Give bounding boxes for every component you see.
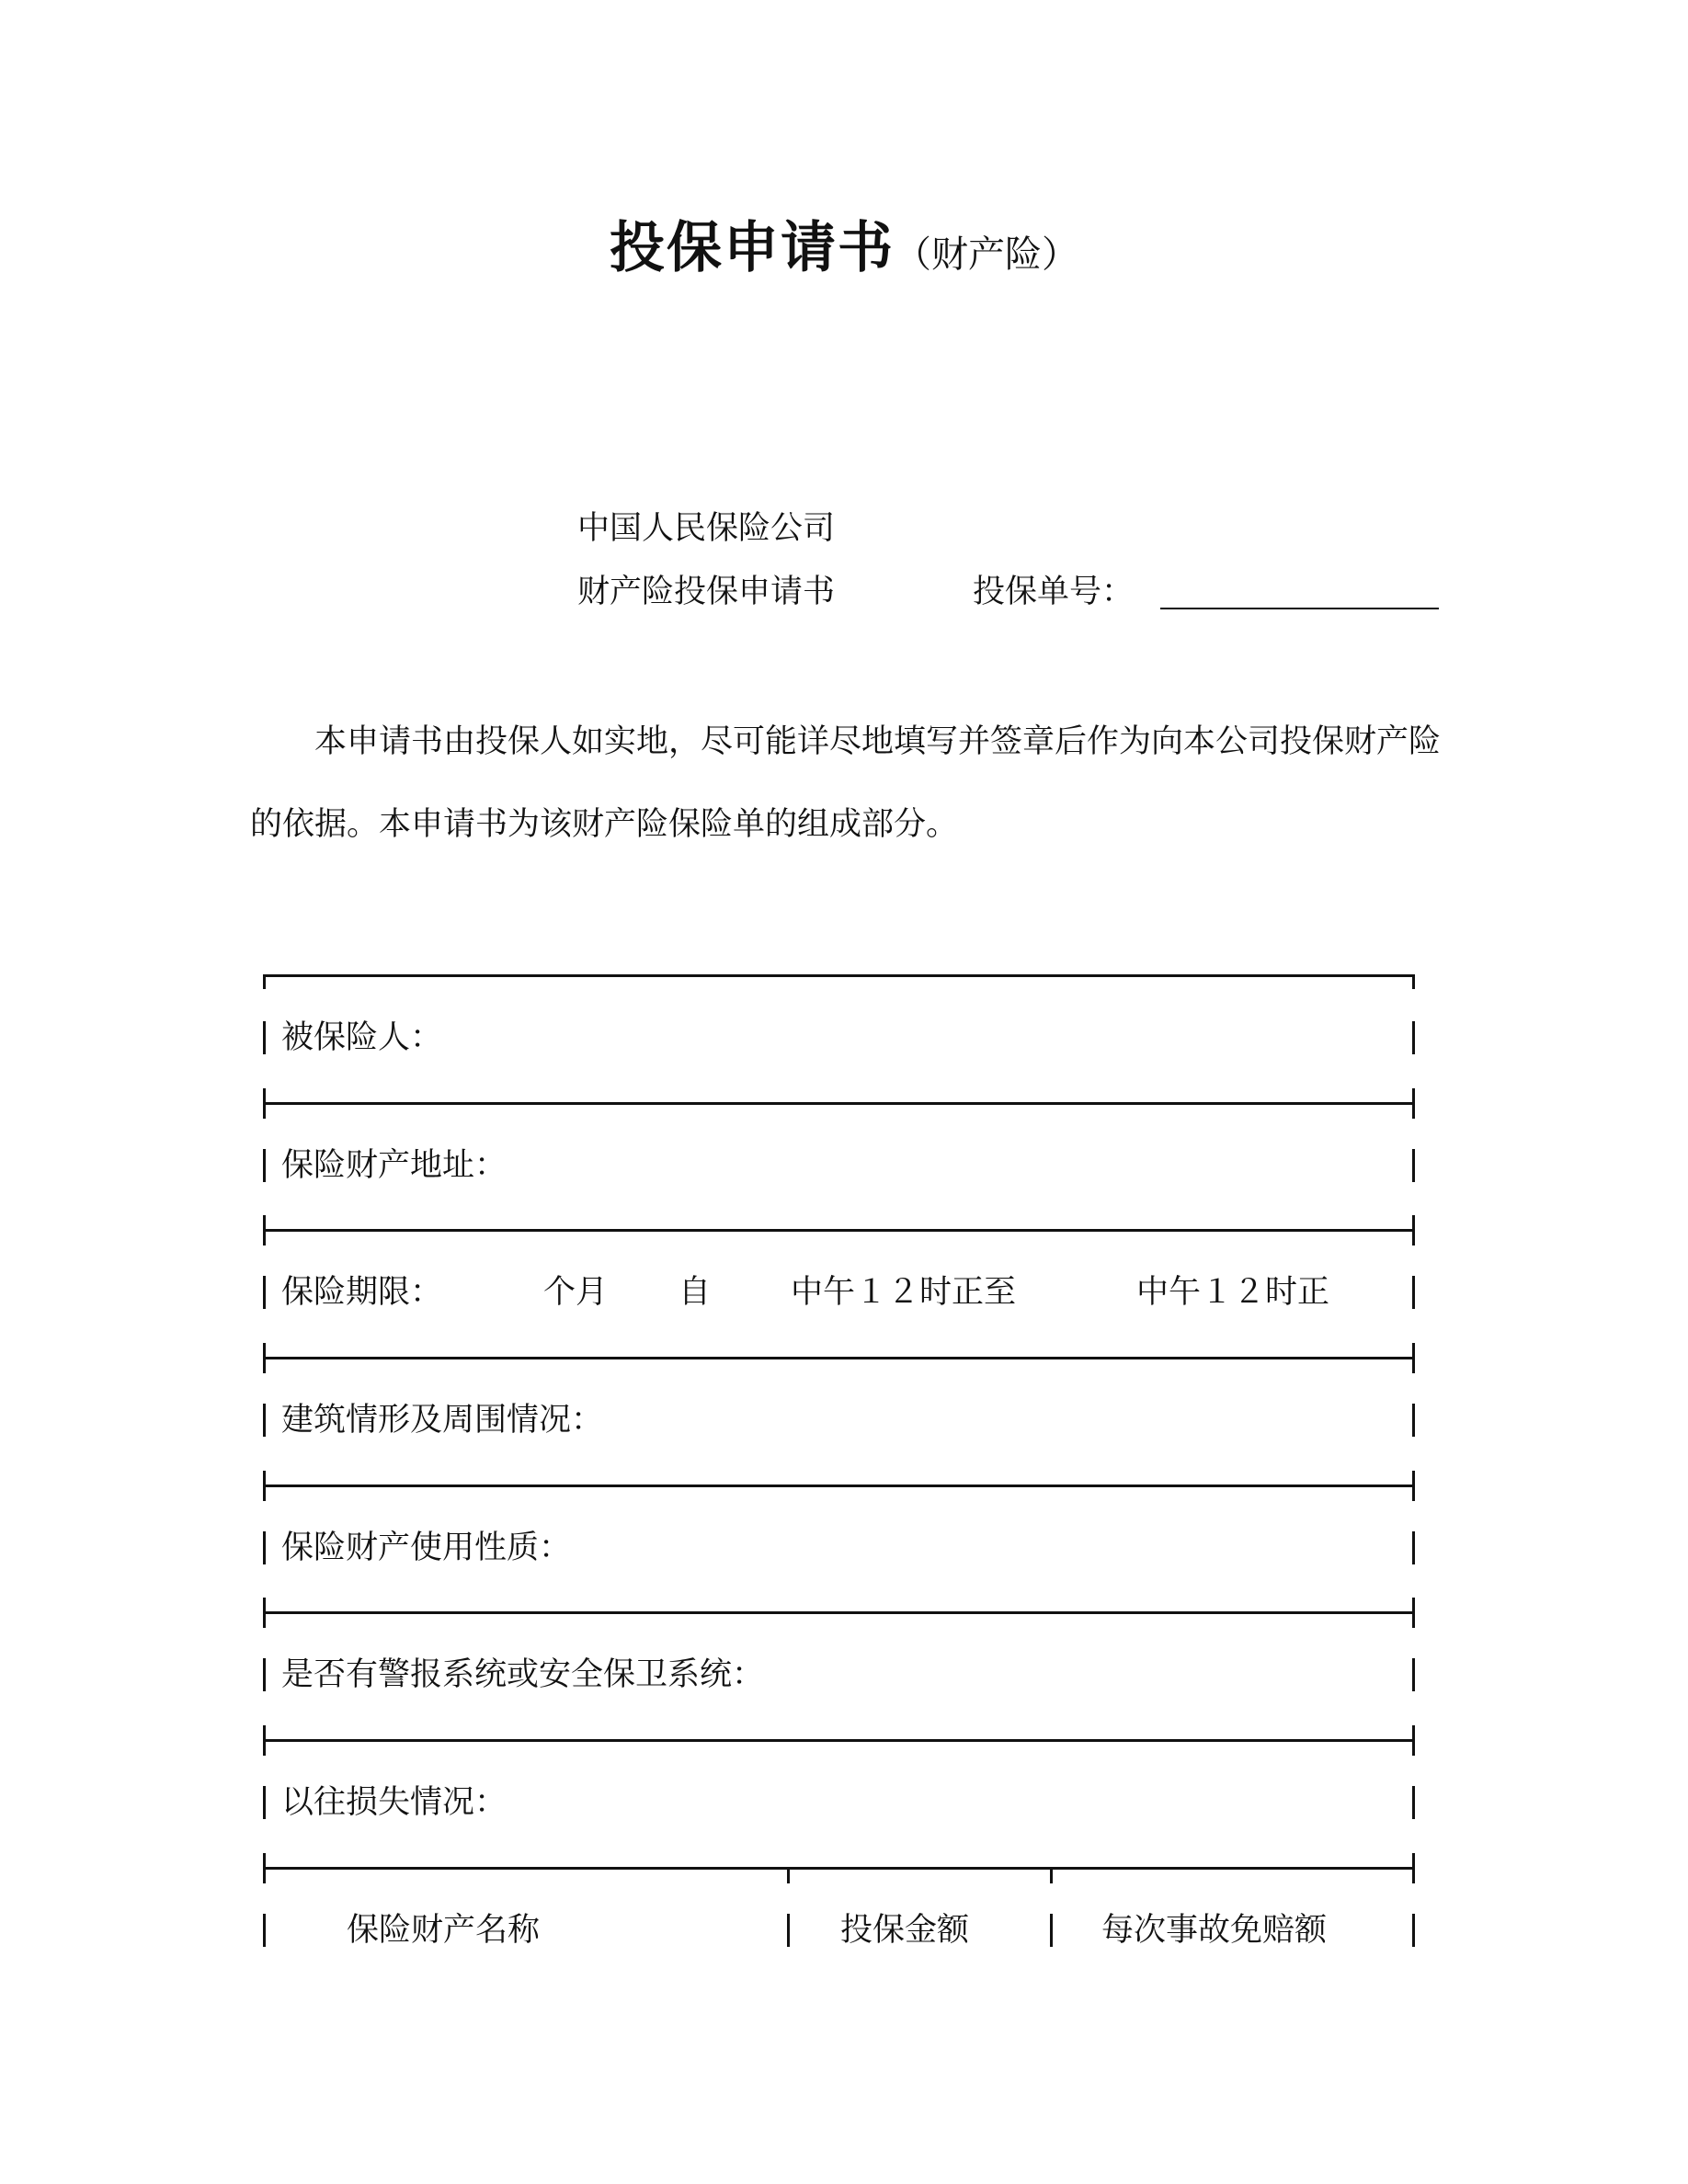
title-sub: （财产险） [895,233,1078,276]
row-side-bar [263,1149,266,1182]
row-side-bar [1412,1404,1415,1437]
row-divider [263,1357,1415,1359]
frame-tick [263,1471,266,1501]
from-label: 自 [679,1274,712,1311]
row-divider [263,1229,1415,1232]
frame-tick [263,1598,266,1628]
insurance-period-label: 保险期限： [281,1274,443,1311]
row-divider [263,1867,1415,1870]
property-name-header: 保险财产名称 [347,1912,541,1949]
row-side-bar [1412,1276,1415,1309]
form-name: 财产险投保申请书 [577,574,836,610]
column-divider [1050,1914,1053,1947]
frame-tick [1412,1471,1415,1501]
row-divider [263,1611,1415,1614]
row-side-bar [1412,1658,1415,1691]
frame-tick [1050,1867,1053,1883]
property-use-label: 保险财产使用性质： [281,1530,572,1566]
row-side-bar [263,1531,266,1564]
insured-label: 被保险人： [281,1019,443,1056]
column-divider [787,1914,790,1947]
title-main: 投保申请书 [610,216,895,280]
row-side-bar [263,1276,266,1309]
policy-number-field[interactable] [1160,608,1439,609]
frame-tick [1412,1343,1415,1373]
months-label: 个月 [543,1274,609,1311]
property-address-label: 保险财产地址： [281,1147,508,1184]
row-side-bar [1412,1021,1415,1054]
policy-number-label: 投保单号： [973,574,1135,610]
row-side-bar [1412,1786,1415,1819]
loss-history-label: 以往损失情况： [281,1784,508,1821]
noon-end-label: 中午１２时正 [1136,1274,1330,1311]
row-side-bar [1412,1914,1415,1947]
intro-paragraph: 本申请书由投保人如实地，尽可能详尽地填写并签章后作为向本公司投保财产险的依据。本申请书为该财产险保险单的组成部分。 [250,723,1442,843]
frame-tick [263,1088,266,1119]
building-condition-label: 建筑情形及周围情况： [281,1402,604,1439]
row-side-bar [1412,1531,1415,1564]
frame-tick [263,1725,266,1756]
frame-tick [1412,1853,1415,1883]
alarm-system-label: 是否有警报系统或安全保卫系统： [281,1656,765,1693]
frame-tick [263,1343,266,1373]
frame-tick [1412,974,1415,989]
noon-start-label: 中午１２时正至 [791,1274,1017,1311]
frame-tick [1412,1215,1415,1246]
frame-tick [1412,1725,1415,1756]
form-border-top [263,974,1415,977]
row-side-bar [1412,1149,1415,1182]
row-side-bar [263,1404,266,1437]
row-side-bar [263,1658,266,1691]
frame-tick [787,1867,790,1883]
row-side-bar [263,1914,266,1947]
row-divider [263,1739,1415,1742]
row-side-bar [263,1786,266,1819]
insured-amount-header: 投保金额 [840,1912,970,1949]
deductible-header: 每次事故免赔额 [1101,1912,1328,1949]
frame-tick [1412,1598,1415,1628]
frame-tick [263,974,266,989]
frame-tick [263,1853,266,1883]
row-divider [263,1102,1415,1105]
document-title [0,204,1688,283]
frame-tick [263,1215,266,1246]
row-divider [263,1484,1415,1487]
company-name: 中国人民保险公司 [577,510,836,547]
row-side-bar [263,1021,266,1054]
frame-tick [1412,1088,1415,1119]
